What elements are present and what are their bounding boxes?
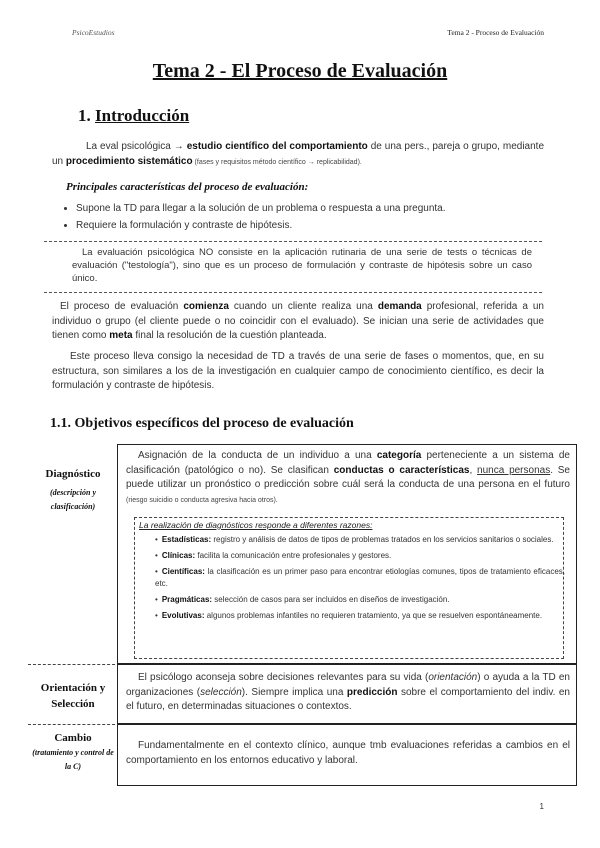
diag-h: (riesgo suicidio o conducta agresiva hacia otros).: [126, 496, 278, 504]
intro-text-e: (fases y requisitos método científico → replicabilidad).: [192, 158, 362, 166]
divider: [44, 292, 542, 293]
para2-f: meta: [109, 330, 133, 341]
diagnostico-box: [117, 444, 577, 664]
diagnostico-label: [30, 468, 116, 514]
section-1-heading: [78, 106, 189, 126]
orient-f: predicción: [346, 686, 398, 698]
para2-e: profesional, referida a un individuo o grupo (el cliente puede o no coincidir con el evaluado). Se inician una serie de actividades que tienen como: [52, 301, 544, 341]
paragraph-process: Este proceso lleva consigo la necesidad de TD a través de una serie de fases o momentos, que, en su estructura, son similares a los de la investigación en cualquier campo de conocimiento científico, es decir la formulación y contraste de hipótesis.: [52, 351, 544, 391]
characteristics-list: [58, 200, 556, 234]
reason-name: Pragmáticas:: [161, 595, 213, 604]
para2-c: cuando un cliente realiza una: [228, 301, 378, 312]
diag-b: categoría: [376, 450, 422, 461]
orient-b: orientación: [428, 672, 478, 683]
diag-d: conductas o características: [333, 464, 470, 476]
reason-name: Científicas:: [161, 567, 205, 576]
header-right: Tema 2 - Proceso de Evaluación: [447, 28, 544, 37]
intro-text-c: de una pers., pareja o grupo, mediante un: [52, 141, 545, 167]
orientacion-label: [30, 680, 116, 712]
list-item: • Supone la TD para llegar a la solución de un problema o respuesta a una pregunta.: [76, 200, 556, 217]
reason-text: facilita la comunicación entre profesionales y gestores.: [195, 551, 392, 560]
para2-g: final la resolución de la cuestión planteada.: [132, 330, 327, 341]
diag-f: nunca personas: [477, 464, 551, 476]
cambio-title: Cambio: [54, 732, 92, 744]
reasons-list: [145, 534, 565, 626]
reason-text: selección de casos para ser incluidos en diseños de investigación.: [212, 595, 450, 604]
diagnostico-sublabel: (descripción y clasificación): [50, 488, 96, 511]
orient-a: El psicólogo aconseja sobre decisiones relevantes para su vida (: [138, 672, 429, 683]
cambio-sublabel: (tratamiento y control de la C): [32, 748, 114, 771]
reasons-title: La realización de diagnósticos responde a diferentes razones:: [139, 520, 373, 530]
intro-text-b: estudio científico del comportamiento: [186, 141, 368, 152]
reason-name: Estadísticas:: [161, 535, 212, 544]
note-box-text: La evaluación psicológica NO consiste en la aplicación rutinaria de una serie de tests o técnicas de evaluación ("testología"), sino que es un proceso de formulación y contraste de hipótesis sobre un caso único.: [72, 247, 532, 284]
diagnostico-title: Diagnóstico: [45, 468, 101, 480]
intro-text-d: procedimiento sistemático: [65, 155, 193, 167]
list-item: [155, 550, 565, 562]
diag-a: Asignación de la conducta de un individuo a una: [138, 450, 377, 461]
page-number: 1: [539, 802, 544, 811]
orient-d: selección: [200, 686, 242, 698]
diag-e: ,: [469, 464, 478, 476]
reason-text: algunos problemas infantiles no requieren tratamiento, ya que se resuelven espontáneamente.: [204, 611, 543, 620]
row-separator: [28, 664, 120, 665]
section-1-title: Introducción: [95, 106, 190, 125]
cambio-label: [30, 732, 116, 774]
intro-paragraph: [52, 140, 544, 170]
page-title: Tema 2 - El Proceso de Evaluación: [152, 60, 448, 82]
intro-text-a: La eval psicológica →: [86, 141, 187, 152]
orientacion-text: [126, 671, 570, 715]
diag-c: perteneciente a un sistema de clasificación (patológico o no). Se clasifican: [126, 450, 570, 476]
list-item: [155, 610, 565, 622]
section-1-number: 1.: [78, 106, 91, 125]
para2-d: demanda: [377, 301, 422, 312]
reason-name: Evolutivas:: [161, 611, 205, 620]
para2-b: comienza: [183, 301, 229, 312]
diagnostico-text: [126, 449, 570, 508]
cambio-box: [117, 724, 577, 786]
orient-e: ). Siempre implica una: [241, 686, 347, 698]
characteristics-heading: Principales características del proceso de evaluación:: [66, 181, 309, 193]
reason-text: registro y análisis de datos de tipos de problemas tratados en los servicios sanitarios o sociales.: [211, 535, 554, 544]
para2-a: El proceso de evaluación: [60, 301, 184, 312]
divider: [44, 241, 542, 242]
orientacion-box: [117, 664, 577, 724]
cambio-text: Fundamentalmente en el contexto clínico, aunque tmb evaluaciones referidas a cambios en el comportamiento en los entornos educativo y laboral.: [126, 740, 570, 766]
row-separator: [28, 724, 120, 725]
list-item: [155, 594, 565, 606]
list-item: [155, 534, 565, 546]
orient-g: sobre el comportamiento del indiv. en el futuro, en determinadas situaciones o contextos.: [126, 686, 570, 712]
section-1-1-heading: 1.1. Objetivos específicos del proceso de evaluación: [50, 416, 354, 431]
list-item: • Requiere la formulación y contraste de hipótesis.: [76, 217, 556, 234]
list-item: [155, 566, 565, 590]
orient-c: ) o ayuda a la TD en organizaciones (: [126, 672, 570, 698]
reason-text: la clasificación es un primer paso para encontrar etiologías comunes, tipos de tratamiento eficaces, etc.: [155, 567, 565, 588]
paragraph-demand: [52, 300, 544, 344]
orientacion-title: Orientación y Selección: [40, 682, 106, 710]
reason-name: Clínicas:: [161, 551, 196, 560]
diag-g: . Se puede utilizar un pronóstico o predicción sobre cuál será la conducta de una persona en el futuro: [126, 464, 570, 490]
header-left: PsicoEstudios: [72, 28, 115, 37]
reasons-box: [134, 517, 564, 659]
